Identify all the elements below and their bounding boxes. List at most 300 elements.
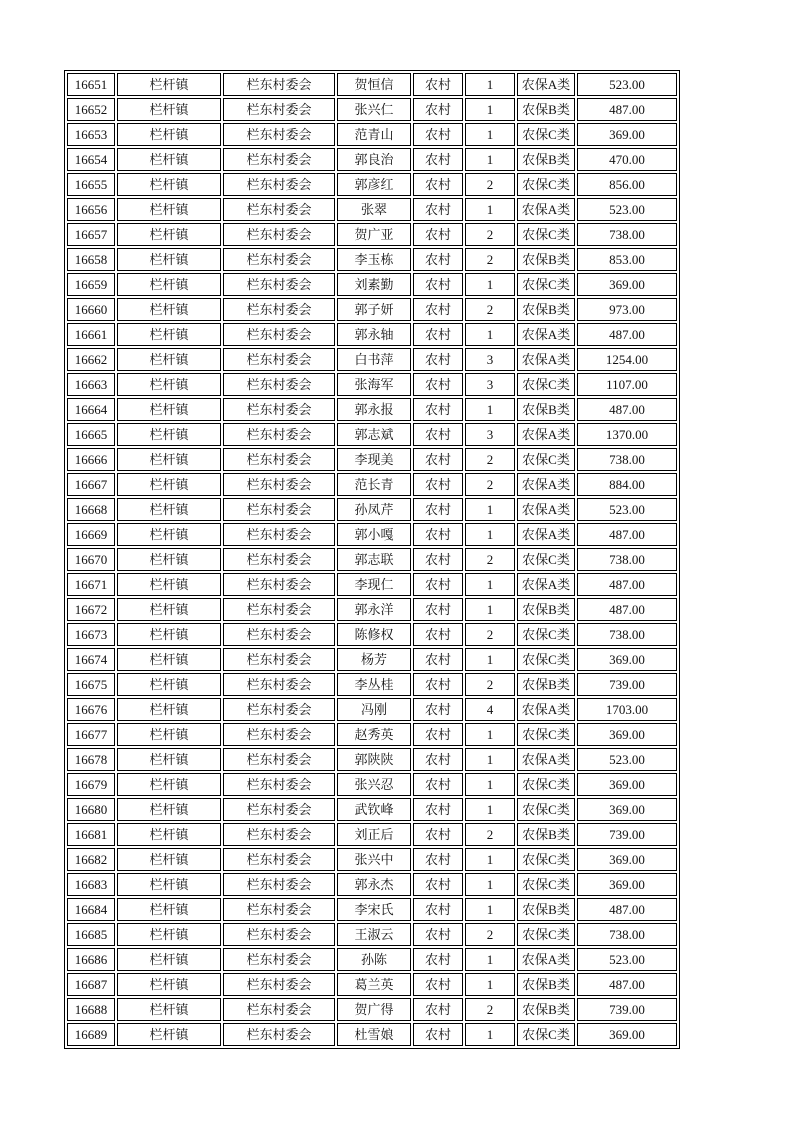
- cell-name: 孙凤芹: [337, 498, 411, 521]
- cell-name: 贺广亚: [337, 223, 411, 246]
- cell-insurance_category: 农保A类: [517, 948, 575, 971]
- cell-amount: 523.00: [577, 948, 677, 971]
- cell-town: 栏杆镇: [117, 148, 221, 171]
- cell-name: 范长青: [337, 473, 411, 496]
- table-row: [67, 223, 677, 246]
- cell-serial_no: 16684: [67, 898, 115, 921]
- cell-person_count: 1: [465, 73, 515, 96]
- cell-town: 栏杆镇: [117, 973, 221, 996]
- cell-name: 杜雪娘: [337, 1023, 411, 1046]
- cell-name: 葛兰英: [337, 973, 411, 996]
- cell-serial_no: 16679: [67, 773, 115, 796]
- cell-residence_type: 农村: [413, 523, 463, 546]
- cell-serial_no: 16652: [67, 98, 115, 121]
- cell-town: 栏杆镇: [117, 748, 221, 771]
- table-row: [67, 98, 677, 121]
- cell-name: 王淑云: [337, 923, 411, 946]
- cell-serial_no: 16672: [67, 598, 115, 621]
- cell-village_committee: 栏东村委会: [223, 548, 335, 571]
- table-row: [67, 923, 677, 946]
- cell-village_committee: 栏东村委会: [223, 148, 335, 171]
- cell-serial_no: 16671: [67, 573, 115, 596]
- cell-person_count: 1: [465, 748, 515, 771]
- cell-village_committee: 栏东村委会: [223, 1023, 335, 1046]
- cell-amount: 369.00: [577, 873, 677, 896]
- cell-person_count: 1: [465, 273, 515, 296]
- cell-village_committee: 栏东村委会: [223, 98, 335, 121]
- cell-residence_type: 农村: [413, 273, 463, 296]
- cell-person_count: 2: [465, 673, 515, 696]
- table-row: [67, 498, 677, 521]
- cell-serial_no: 16669: [67, 523, 115, 546]
- cell-amount: 487.00: [577, 323, 677, 346]
- cell-residence_type: 农村: [413, 423, 463, 446]
- table-row: [67, 898, 677, 921]
- cell-amount: 369.00: [577, 723, 677, 746]
- cell-town: 栏杆镇: [117, 298, 221, 321]
- cell-serial_no: 16681: [67, 823, 115, 846]
- cell-town: 栏杆镇: [117, 598, 221, 621]
- cell-insurance_category: 农保B类: [517, 973, 575, 996]
- cell-insurance_category: 农保C类: [517, 873, 575, 896]
- cell-residence_type: 农村: [413, 773, 463, 796]
- cell-village_committee: 栏东村委会: [223, 223, 335, 246]
- cell-person_count: 2: [465, 473, 515, 496]
- cell-amount: 739.00: [577, 998, 677, 1021]
- cell-amount: 738.00: [577, 448, 677, 471]
- cell-amount: 1370.00: [577, 423, 677, 446]
- cell-village_committee: 栏东村委会: [223, 873, 335, 896]
- cell-person_count: 2: [465, 998, 515, 1021]
- cell-amount: 369.00: [577, 648, 677, 671]
- cell-residence_type: 农村: [413, 848, 463, 871]
- cell-insurance_category: 农保C类: [517, 123, 575, 146]
- table-row: [67, 423, 677, 446]
- cell-amount: 487.00: [577, 973, 677, 996]
- cell-amount: 853.00: [577, 248, 677, 271]
- cell-village_committee: 栏东村委会: [223, 773, 335, 796]
- cell-amount: 470.00: [577, 148, 677, 171]
- cell-town: 栏杆镇: [117, 923, 221, 946]
- cell-amount: 739.00: [577, 673, 677, 696]
- cell-village_committee: 栏东村委会: [223, 823, 335, 846]
- cell-residence_type: 农村: [413, 348, 463, 371]
- table-row: [67, 548, 677, 571]
- cell-insurance_category: 农保B类: [517, 248, 575, 271]
- table-row: [67, 123, 677, 146]
- cell-insurance_category: 农保A类: [517, 348, 575, 371]
- table-row: [67, 523, 677, 546]
- cell-person_count: 1: [465, 323, 515, 346]
- table-row: [67, 698, 677, 721]
- cell-residence_type: 农村: [413, 1023, 463, 1046]
- cell-village_committee: 栏东村委会: [223, 323, 335, 346]
- cell-village_committee: 栏东村委会: [223, 248, 335, 271]
- cell-name: 郭良治: [337, 148, 411, 171]
- cell-insurance_category: 农保A类: [517, 498, 575, 521]
- cell-insurance_category: 农保A类: [517, 523, 575, 546]
- cell-name: 郭子妍: [337, 298, 411, 321]
- cell-insurance_category: 农保C类: [517, 373, 575, 396]
- cell-village_committee: 栏东村委会: [223, 423, 335, 446]
- cell-residence_type: 农村: [413, 123, 463, 146]
- cell-person_count: 1: [465, 148, 515, 171]
- cell-village_committee: 栏东村委会: [223, 498, 335, 521]
- table-row: [67, 723, 677, 746]
- cell-residence_type: 农村: [413, 473, 463, 496]
- cell-village_committee: 栏东村委会: [223, 898, 335, 921]
- table-row: [67, 573, 677, 596]
- cell-town: 栏杆镇: [117, 223, 221, 246]
- cell-insurance_category: 农保B类: [517, 898, 575, 921]
- cell-serial_no: 16657: [67, 223, 115, 246]
- cell-serial_no: 16680: [67, 798, 115, 821]
- cell-insurance_category: 农保B类: [517, 398, 575, 421]
- table-row: [67, 398, 677, 421]
- table-row: [67, 273, 677, 296]
- cell-amount: 1254.00: [577, 348, 677, 371]
- cell-residence_type: 农村: [413, 898, 463, 921]
- cell-residence_type: 农村: [413, 373, 463, 396]
- cell-name: 冯刚: [337, 698, 411, 721]
- cell-insurance_category: 农保A类: [517, 473, 575, 496]
- cell-name: 李玉栋: [337, 248, 411, 271]
- cell-insurance_category: 农保B类: [517, 673, 575, 696]
- cell-person_count: 1: [465, 848, 515, 871]
- cell-village_committee: 栏东村委会: [223, 473, 335, 496]
- cell-serial_no: 16683: [67, 873, 115, 896]
- cell-person_count: 2: [465, 248, 515, 271]
- table-row: [67, 798, 677, 821]
- cell-insurance_category: 农保C类: [517, 173, 575, 196]
- cell-town: 栏杆镇: [117, 998, 221, 1021]
- table-row: [67, 348, 677, 371]
- cell-town: 栏杆镇: [117, 373, 221, 396]
- cell-name: 郭永洋: [337, 598, 411, 621]
- cell-person_count: 1: [465, 648, 515, 671]
- table-row: [67, 248, 677, 271]
- cell-person_count: 1: [465, 498, 515, 521]
- cell-amount: 369.00: [577, 123, 677, 146]
- cell-residence_type: 农村: [413, 573, 463, 596]
- cell-residence_type: 农村: [413, 923, 463, 946]
- cell-name: 郭小嘎: [337, 523, 411, 546]
- cell-amount: 1703.00: [577, 698, 677, 721]
- cell-town: 栏杆镇: [117, 873, 221, 896]
- cell-town: 栏杆镇: [117, 448, 221, 471]
- table-row: [67, 298, 677, 321]
- cell-serial_no: 16666: [67, 448, 115, 471]
- cell-serial_no: 16689: [67, 1023, 115, 1046]
- cell-amount: 369.00: [577, 1023, 677, 1046]
- cell-name: 张兴忍: [337, 773, 411, 796]
- cell-amount: 738.00: [577, 623, 677, 646]
- cell-town: 栏杆镇: [117, 98, 221, 121]
- cell-name: 贺恒信: [337, 73, 411, 96]
- cell-village_committee: 栏东村委会: [223, 448, 335, 471]
- table-body: [67, 73, 677, 1046]
- cell-insurance_category: 农保A类: [517, 198, 575, 221]
- cell-residence_type: 农村: [413, 598, 463, 621]
- cell-person_count: 2: [465, 823, 515, 846]
- cell-amount: 973.00: [577, 298, 677, 321]
- cell-amount: 884.00: [577, 473, 677, 496]
- cell-residence_type: 农村: [413, 323, 463, 346]
- cell-amount: 369.00: [577, 773, 677, 796]
- cell-village_committee: 栏东村委会: [223, 173, 335, 196]
- cell-name: 李丛桂: [337, 673, 411, 696]
- cell-name: 郭彦红: [337, 173, 411, 196]
- cell-serial_no: 16685: [67, 923, 115, 946]
- cell-village_committee: 栏东村委会: [223, 848, 335, 871]
- cell-person_count: 3: [465, 373, 515, 396]
- cell-serial_no: 16655: [67, 173, 115, 196]
- cell-village_committee: 栏东村委会: [223, 73, 335, 96]
- cell-amount: 523.00: [577, 748, 677, 771]
- cell-insurance_category: 农保C类: [517, 273, 575, 296]
- cell-serial_no: 16687: [67, 973, 115, 996]
- cell-amount: 738.00: [577, 548, 677, 571]
- cell-person_count: 1: [465, 398, 515, 421]
- cell-residence_type: 农村: [413, 873, 463, 896]
- cell-amount: 487.00: [577, 523, 677, 546]
- cell-name: 张海军: [337, 373, 411, 396]
- cell-village_committee: 栏东村委会: [223, 273, 335, 296]
- cell-serial_no: 16688: [67, 998, 115, 1021]
- table-row: [67, 973, 677, 996]
- cell-person_count: 1: [465, 873, 515, 896]
- cell-name: 张兴仁: [337, 98, 411, 121]
- cell-person_count: 2: [465, 623, 515, 646]
- table-row: [67, 673, 677, 696]
- cell-village_committee: 栏东村委会: [223, 598, 335, 621]
- cell-residence_type: 农村: [413, 398, 463, 421]
- cell-town: 栏杆镇: [117, 623, 221, 646]
- cell-serial_no: 16673: [67, 623, 115, 646]
- cell-residence_type: 农村: [413, 723, 463, 746]
- cell-village_committee: 栏东村委会: [223, 948, 335, 971]
- cell-serial_no: 16670: [67, 548, 115, 571]
- cell-residence_type: 农村: [413, 698, 463, 721]
- cell-insurance_category: 农保C类: [517, 798, 575, 821]
- cell-serial_no: 16662: [67, 348, 115, 371]
- cell-residence_type: 农村: [413, 798, 463, 821]
- cell-person_count: 2: [465, 448, 515, 471]
- cell-name: 李现仁: [337, 573, 411, 596]
- cell-town: 栏杆镇: [117, 523, 221, 546]
- cell-residence_type: 农村: [413, 148, 463, 171]
- cell-serial_no: 16665: [67, 423, 115, 446]
- table-row: [67, 823, 677, 846]
- cell-name: 武钦峰: [337, 798, 411, 821]
- cell-residence_type: 农村: [413, 823, 463, 846]
- cell-amount: 487.00: [577, 598, 677, 621]
- cell-amount: 487.00: [577, 573, 677, 596]
- cell-town: 栏杆镇: [117, 398, 221, 421]
- cell-insurance_category: 农保B类: [517, 98, 575, 121]
- cell-residence_type: 农村: [413, 73, 463, 96]
- cell-serial_no: 16663: [67, 373, 115, 396]
- cell-serial_no: 16659: [67, 273, 115, 296]
- table-row: [67, 148, 677, 171]
- cell-village_committee: 栏东村委会: [223, 723, 335, 746]
- cell-town: 栏杆镇: [117, 573, 221, 596]
- table-row: [67, 848, 677, 871]
- cell-town: 栏杆镇: [117, 898, 221, 921]
- cell-name: 李现美: [337, 448, 411, 471]
- cell-insurance_category: 农保A类: [517, 748, 575, 771]
- cell-name: 张翠: [337, 198, 411, 221]
- cell-town: 栏杆镇: [117, 123, 221, 146]
- cell-person_count: 2: [465, 548, 515, 571]
- cell-town: 栏杆镇: [117, 698, 221, 721]
- cell-amount: 369.00: [577, 273, 677, 296]
- cell-village_committee: 栏东村委会: [223, 998, 335, 1021]
- cell-serial_no: 16667: [67, 473, 115, 496]
- cell-insurance_category: 农保A类: [517, 73, 575, 96]
- cell-residence_type: 农村: [413, 548, 463, 571]
- cell-town: 栏杆镇: [117, 348, 221, 371]
- cell-name: 李宋氏: [337, 898, 411, 921]
- table-row: [67, 373, 677, 396]
- cell-town: 栏杆镇: [117, 323, 221, 346]
- cell-name: 陈修权: [337, 623, 411, 646]
- cell-residence_type: 农村: [413, 973, 463, 996]
- cell-amount: 487.00: [577, 398, 677, 421]
- cell-village_committee: 栏东村委会: [223, 573, 335, 596]
- cell-person_count: 1: [465, 523, 515, 546]
- cell-insurance_category: 农保A类: [517, 573, 575, 596]
- cell-residence_type: 农村: [413, 198, 463, 221]
- table-row: [67, 73, 677, 96]
- cell-residence_type: 农村: [413, 648, 463, 671]
- cell-village_committee: 栏东村委会: [223, 698, 335, 721]
- cell-town: 栏杆镇: [117, 548, 221, 571]
- cell-serial_no: 16653: [67, 123, 115, 146]
- cell-serial_no: 16651: [67, 73, 115, 96]
- cell-town: 栏杆镇: [117, 173, 221, 196]
- cell-town: 栏杆镇: [117, 473, 221, 496]
- pension-roster-table: [64, 70, 680, 1049]
- cell-person_count: 1: [465, 573, 515, 596]
- cell-serial_no: 16664: [67, 398, 115, 421]
- cell-serial_no: 16678: [67, 748, 115, 771]
- cell-serial_no: 16660: [67, 298, 115, 321]
- cell-insurance_category: 农保A类: [517, 423, 575, 446]
- cell-insurance_category: 农保B类: [517, 298, 575, 321]
- cell-name: 郭永轴: [337, 323, 411, 346]
- cell-person_count: 1: [465, 123, 515, 146]
- cell-person_count: 1: [465, 723, 515, 746]
- cell-amount: 1107.00: [577, 373, 677, 396]
- table-row: [67, 948, 677, 971]
- cell-village_committee: 栏东村委会: [223, 648, 335, 671]
- cell-town: 栏杆镇: [117, 73, 221, 96]
- cell-person_count: 1: [465, 898, 515, 921]
- cell-village_committee: 栏东村委会: [223, 673, 335, 696]
- cell-serial_no: 16677: [67, 723, 115, 746]
- cell-person_count: 2: [465, 173, 515, 196]
- cell-residence_type: 农村: [413, 98, 463, 121]
- cell-insurance_category: 农保A类: [517, 323, 575, 346]
- cell-amount: 369.00: [577, 848, 677, 871]
- table-row: [67, 648, 677, 671]
- cell-village_committee: 栏东村委会: [223, 198, 335, 221]
- cell-name: 郭志联: [337, 548, 411, 571]
- cell-insurance_category: 农保C类: [517, 848, 575, 871]
- cell-serial_no: 16656: [67, 198, 115, 221]
- cell-amount: 738.00: [577, 223, 677, 246]
- cell-insurance_category: 农保C类: [517, 723, 575, 746]
- cell-insurance_category: 农保C类: [517, 648, 575, 671]
- cell-name: 刘素勤: [337, 273, 411, 296]
- cell-residence_type: 农村: [413, 498, 463, 521]
- cell-name: 白书萍: [337, 348, 411, 371]
- cell-amount: 523.00: [577, 198, 677, 221]
- cell-amount: 739.00: [577, 823, 677, 846]
- cell-person_count: 1: [465, 948, 515, 971]
- cell-name: 郭陕陕: [337, 748, 411, 771]
- cell-person_count: 1: [465, 598, 515, 621]
- cell-town: 栏杆镇: [117, 648, 221, 671]
- cell-town: 栏杆镇: [117, 823, 221, 846]
- cell-town: 栏杆镇: [117, 248, 221, 271]
- cell-village_committee: 栏东村委会: [223, 298, 335, 321]
- cell-residence_type: 农村: [413, 173, 463, 196]
- cell-name: 孙陈: [337, 948, 411, 971]
- cell-insurance_category: 农保C类: [517, 223, 575, 246]
- table-row: [67, 773, 677, 796]
- cell-person_count: 1: [465, 973, 515, 996]
- cell-residence_type: 农村: [413, 223, 463, 246]
- cell-insurance_category: 农保C类: [517, 448, 575, 471]
- cell-residence_type: 农村: [413, 673, 463, 696]
- cell-name: 贺广得: [337, 998, 411, 1021]
- cell-name: 郭永杰: [337, 873, 411, 896]
- cell-residence_type: 农村: [413, 948, 463, 971]
- cell-residence_type: 农村: [413, 298, 463, 321]
- cell-person_count: 1: [465, 198, 515, 221]
- cell-person_count: 1: [465, 798, 515, 821]
- cell-insurance_category: 农保C类: [517, 1023, 575, 1046]
- table-row: [67, 623, 677, 646]
- cell-village_committee: 栏东村委会: [223, 973, 335, 996]
- cell-insurance_category: 农保C类: [517, 623, 575, 646]
- cell-name: 郭永报: [337, 398, 411, 421]
- cell-town: 栏杆镇: [117, 273, 221, 296]
- cell-name: 杨芳: [337, 648, 411, 671]
- cell-serial_no: 16682: [67, 848, 115, 871]
- cell-person_count: 2: [465, 298, 515, 321]
- table-row: [67, 598, 677, 621]
- cell-amount: 523.00: [577, 498, 677, 521]
- cell-town: 栏杆镇: [117, 948, 221, 971]
- cell-village_committee: 栏东村委会: [223, 123, 335, 146]
- cell-insurance_category: 农保C类: [517, 548, 575, 571]
- cell-serial_no: 16661: [67, 323, 115, 346]
- cell-village_committee: 栏东村委会: [223, 398, 335, 421]
- cell-amount: 369.00: [577, 798, 677, 821]
- cell-serial_no: 16658: [67, 248, 115, 271]
- cell-amount: 738.00: [577, 923, 677, 946]
- cell-amount: 487.00: [577, 98, 677, 121]
- table-row: [67, 748, 677, 771]
- table-row: [67, 198, 677, 221]
- cell-name: 张兴中: [337, 848, 411, 871]
- cell-serial_no: 16686: [67, 948, 115, 971]
- cell-insurance_category: 农保C类: [517, 773, 575, 796]
- cell-village_committee: 栏东村委会: [223, 523, 335, 546]
